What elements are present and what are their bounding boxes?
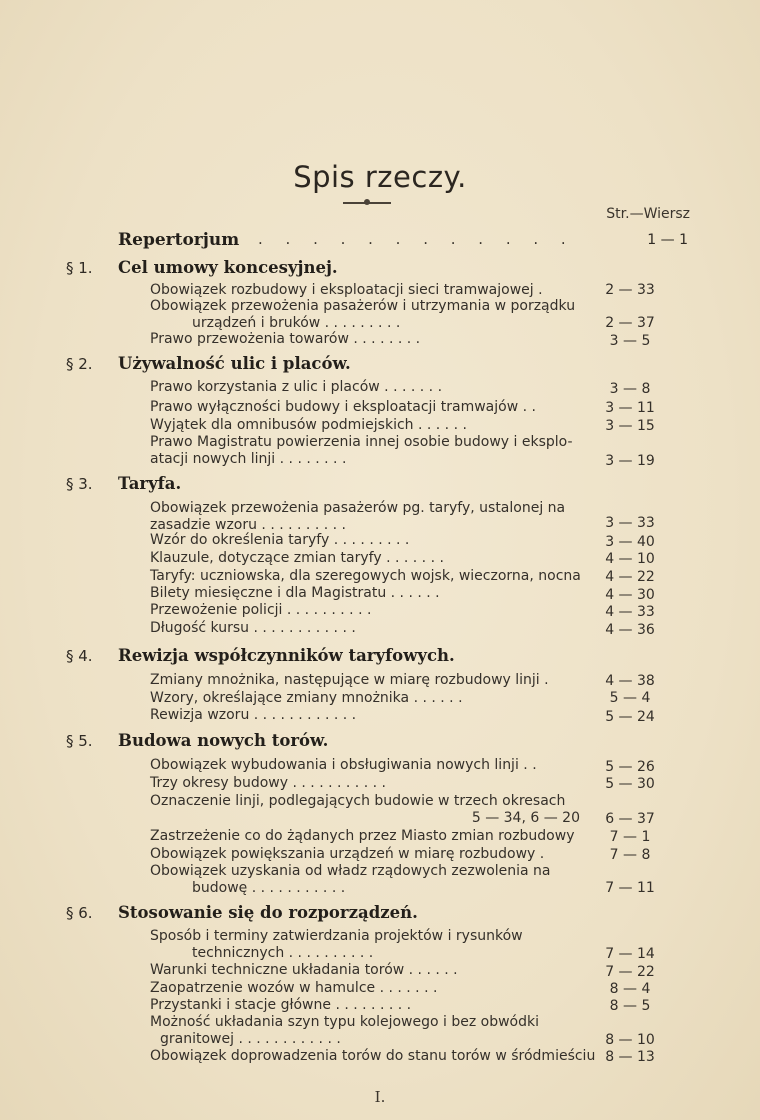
section-number: § 5. bbox=[66, 732, 93, 750]
section-title: Używalność ulic i placów. bbox=[118, 354, 351, 373]
entry-page: 7 — 1 bbox=[609, 829, 651, 845]
toc-entry bbox=[150, 707, 580, 724]
entry-text: Możność układania szyn typu kolejowego i bez obwódki bbox=[150, 1014, 539, 1030]
entry-text: Wyjątek dla omnibusów podmiejskich . . . . . . bbox=[150, 417, 467, 433]
entry-text-continued: urządzeń i bruków . . . . . . . . . bbox=[192, 314, 401, 331]
toc-entry bbox=[150, 962, 580, 979]
entry-text: Prawo korzystania z ulic i placów . . . . . . . bbox=[150, 379, 443, 395]
entry-page: 4 — 30 bbox=[605, 587, 655, 603]
entry-page: 4 — 22 bbox=[605, 569, 655, 585]
title-ornament-dot bbox=[364, 199, 370, 205]
entry-page: 8 — 4 bbox=[609, 981, 651, 997]
entry-page: 7 — 22 bbox=[605, 964, 655, 980]
entry-page: 7 — 14 bbox=[605, 946, 655, 962]
entry-text: Prawo wyłączności budowy i eksploatacji tramwajów . . bbox=[150, 399, 536, 415]
page-title: Spis rzeczy. bbox=[293, 160, 467, 194]
entry-text: Obowiązek rozbudowy i eksploatacji sieci tramwajowej . bbox=[150, 282, 543, 298]
entry-page: 3 — 40 bbox=[605, 534, 655, 550]
section-number: § 2. bbox=[66, 355, 93, 373]
toc-entry bbox=[150, 997, 580, 1014]
entry-page: 7 — 11 bbox=[605, 880, 655, 896]
entry-subreference: 5 — 34, 6 — 20 bbox=[471, 809, 580, 826]
entry-text: Klauzule, dotyczące zmian taryfy . . . . . . . bbox=[150, 550, 444, 566]
entry-text: Bilety miesięczne i dla Magistratu . . . . . . bbox=[150, 585, 440, 601]
toc-entry bbox=[150, 928, 580, 961]
page-number: I. bbox=[374, 1088, 386, 1106]
toc-entry bbox=[150, 620, 580, 637]
toc-entry bbox=[150, 757, 580, 774]
repertorium-label: Repertorjum bbox=[118, 230, 240, 250]
entry-page: 3 — 11 bbox=[605, 400, 655, 416]
entry-text: Oznaczenie linji, podlegających budowie w trzech okresach bbox=[150, 793, 566, 809]
section-title: Taryfa. bbox=[118, 474, 182, 493]
entry-page: 3 — 8 bbox=[609, 381, 651, 397]
entry-text: Obowiązek wybudowania i obsługiwania nowych linji . . bbox=[150, 757, 537, 773]
entry-text: Obowiązek powiększania urządzeń w miarę rozbudowy . bbox=[150, 846, 545, 862]
entry-page: 7 — 8 bbox=[609, 847, 651, 863]
entry-text-continued: zasadzie wzoru . . . . . . . . . . bbox=[150, 516, 346, 533]
toc-entry bbox=[150, 399, 580, 416]
section-number: § 4. bbox=[66, 647, 93, 665]
entry-text: Obowiązek uzyskania od władz rządowych zezwolenia na bbox=[150, 863, 551, 879]
entry-page: 4 — 36 bbox=[605, 622, 655, 638]
entry-text: Obowiązek przewożenia pasażerów i utrzymania w porządku bbox=[150, 298, 576, 314]
entry-page: 5 — 4 bbox=[609, 690, 651, 706]
entry-page: 5 — 26 bbox=[605, 759, 655, 775]
entry-text: Warunki techniczne układania torów . . . . . . bbox=[150, 962, 458, 978]
section-number: § 6. bbox=[66, 904, 93, 922]
entry-page: 2 — 37 bbox=[605, 315, 655, 331]
toc-entry bbox=[150, 417, 580, 434]
toc-entry bbox=[150, 585, 580, 602]
toc-entry bbox=[150, 532, 580, 549]
column-header: Str.—Wiersz bbox=[606, 206, 690, 222]
entry-text: Trzy okresy budowy . . . . . . . . . . . bbox=[150, 775, 386, 791]
toc-entry bbox=[150, 282, 580, 299]
entry-text: Wzór do określenia taryfy . . . . . . . . . bbox=[150, 532, 410, 548]
toc-entry bbox=[150, 828, 580, 845]
entry-text-continued: atacji nowych linji . . . . . . . . bbox=[150, 450, 347, 467]
toc-entry bbox=[150, 434, 580, 467]
entry-text: Sposób i terminy zatwierdzania projektów i rysunków bbox=[150, 928, 523, 944]
toc-entry bbox=[150, 775, 580, 792]
entry-page: 8 — 13 bbox=[605, 1049, 655, 1065]
repertorium-dots: . . . . . . . . . . . . bbox=[258, 230, 575, 248]
section-number: § 1. bbox=[66, 259, 93, 277]
toc-entry bbox=[150, 863, 580, 896]
toc-entry bbox=[150, 1014, 580, 1047]
toc-entry bbox=[150, 298, 580, 331]
entry-text: Zastrzeżenie co do żądanych przez Miasto zmian rozbudowy bbox=[150, 828, 575, 844]
toc-entry bbox=[150, 690, 580, 707]
entry-text: Przewożenie policji . . . . . . . . . . bbox=[150, 602, 372, 618]
section-title: Rewizja współczynników taryfowych. bbox=[118, 646, 455, 665]
entry-text-continued: granitowej . . . . . . . . . . . . bbox=[160, 1030, 341, 1047]
toc-entry bbox=[150, 672, 580, 689]
toc-entry bbox=[150, 1048, 596, 1065]
repertorium-page: 1 — 1 bbox=[647, 232, 688, 248]
entry-text: Rewizja wzoru . . . . . . . . . . . . bbox=[150, 707, 357, 723]
entry-text: Zaopatrzenie wozów w hamulce . . . . . . . bbox=[150, 980, 438, 996]
toc-entry bbox=[150, 602, 580, 619]
toc-entry bbox=[150, 568, 580, 585]
entry-page: 4 — 10 bbox=[605, 551, 655, 567]
entry-text: Prawo przewożenia towarów . . . . . . . . bbox=[150, 331, 421, 347]
entry-text: Prawo Magistratu powierzenia innej osobie budowy i eksplo- bbox=[150, 434, 573, 450]
entry-page: 3 — 33 bbox=[605, 515, 655, 531]
section-title: Cel umowy koncesyjnej. bbox=[118, 258, 338, 277]
section-title: Budowa nowych torów. bbox=[118, 731, 329, 750]
entry-text-continued: budowę . . . . . . . . . . . bbox=[192, 879, 346, 896]
toc-entry bbox=[150, 793, 580, 826]
entry-text: Wzory, określające zmiany mnożnika . . . . . . bbox=[150, 690, 463, 706]
entry-page: 4 — 33 bbox=[605, 604, 655, 620]
entry-text: Obowiązek przewożenia pasażerów pg. taryfy, ustalonej na bbox=[150, 500, 566, 516]
toc-entry bbox=[150, 846, 580, 863]
section-number: § 3. bbox=[66, 475, 93, 493]
toc-entry bbox=[150, 379, 580, 396]
entry-page: 8 — 5 bbox=[609, 998, 651, 1014]
entry-page: 3 — 19 bbox=[605, 453, 655, 469]
entry-text: Obowiązek doprowadzenia torów do stanu torów w śródmieściu bbox=[150, 1048, 596, 1064]
entry-text: Zmiany mnożnika, następujące w miarę rozbudowy linji . bbox=[150, 672, 549, 688]
entry-page: 3 — 15 bbox=[605, 418, 655, 434]
entry-page: 8 — 10 bbox=[605, 1032, 655, 1048]
toc-entry bbox=[150, 500, 580, 533]
toc-entry bbox=[150, 550, 580, 567]
entry-page: 6 — 37 bbox=[605, 811, 655, 827]
section-title: Stosowanie się do rozporządzeń. bbox=[118, 903, 418, 922]
entry-page: 5 — 24 bbox=[605, 709, 655, 725]
entry-text: Taryfy: uczniowska, dla szeregowych wojsk, wieczorna, nocna bbox=[150, 568, 581, 584]
entry-text: Przystanki i stacje główne . . . . . . . . . bbox=[150, 997, 412, 1013]
entry-text: Długość kursu . . . . . . . . . . . . bbox=[150, 620, 356, 636]
entry-page: 5 — 30 bbox=[605, 776, 655, 792]
entry-page: 4 — 38 bbox=[605, 673, 655, 689]
toc-entry bbox=[150, 331, 580, 348]
entry-page: 2 — 33 bbox=[605, 282, 655, 298]
entry-text-continued: technicznych . . . . . . . . . . bbox=[192, 944, 374, 961]
entry-page: 3 — 5 bbox=[609, 333, 651, 349]
repertorium-row bbox=[118, 230, 688, 252]
toc-entry bbox=[150, 980, 580, 997]
